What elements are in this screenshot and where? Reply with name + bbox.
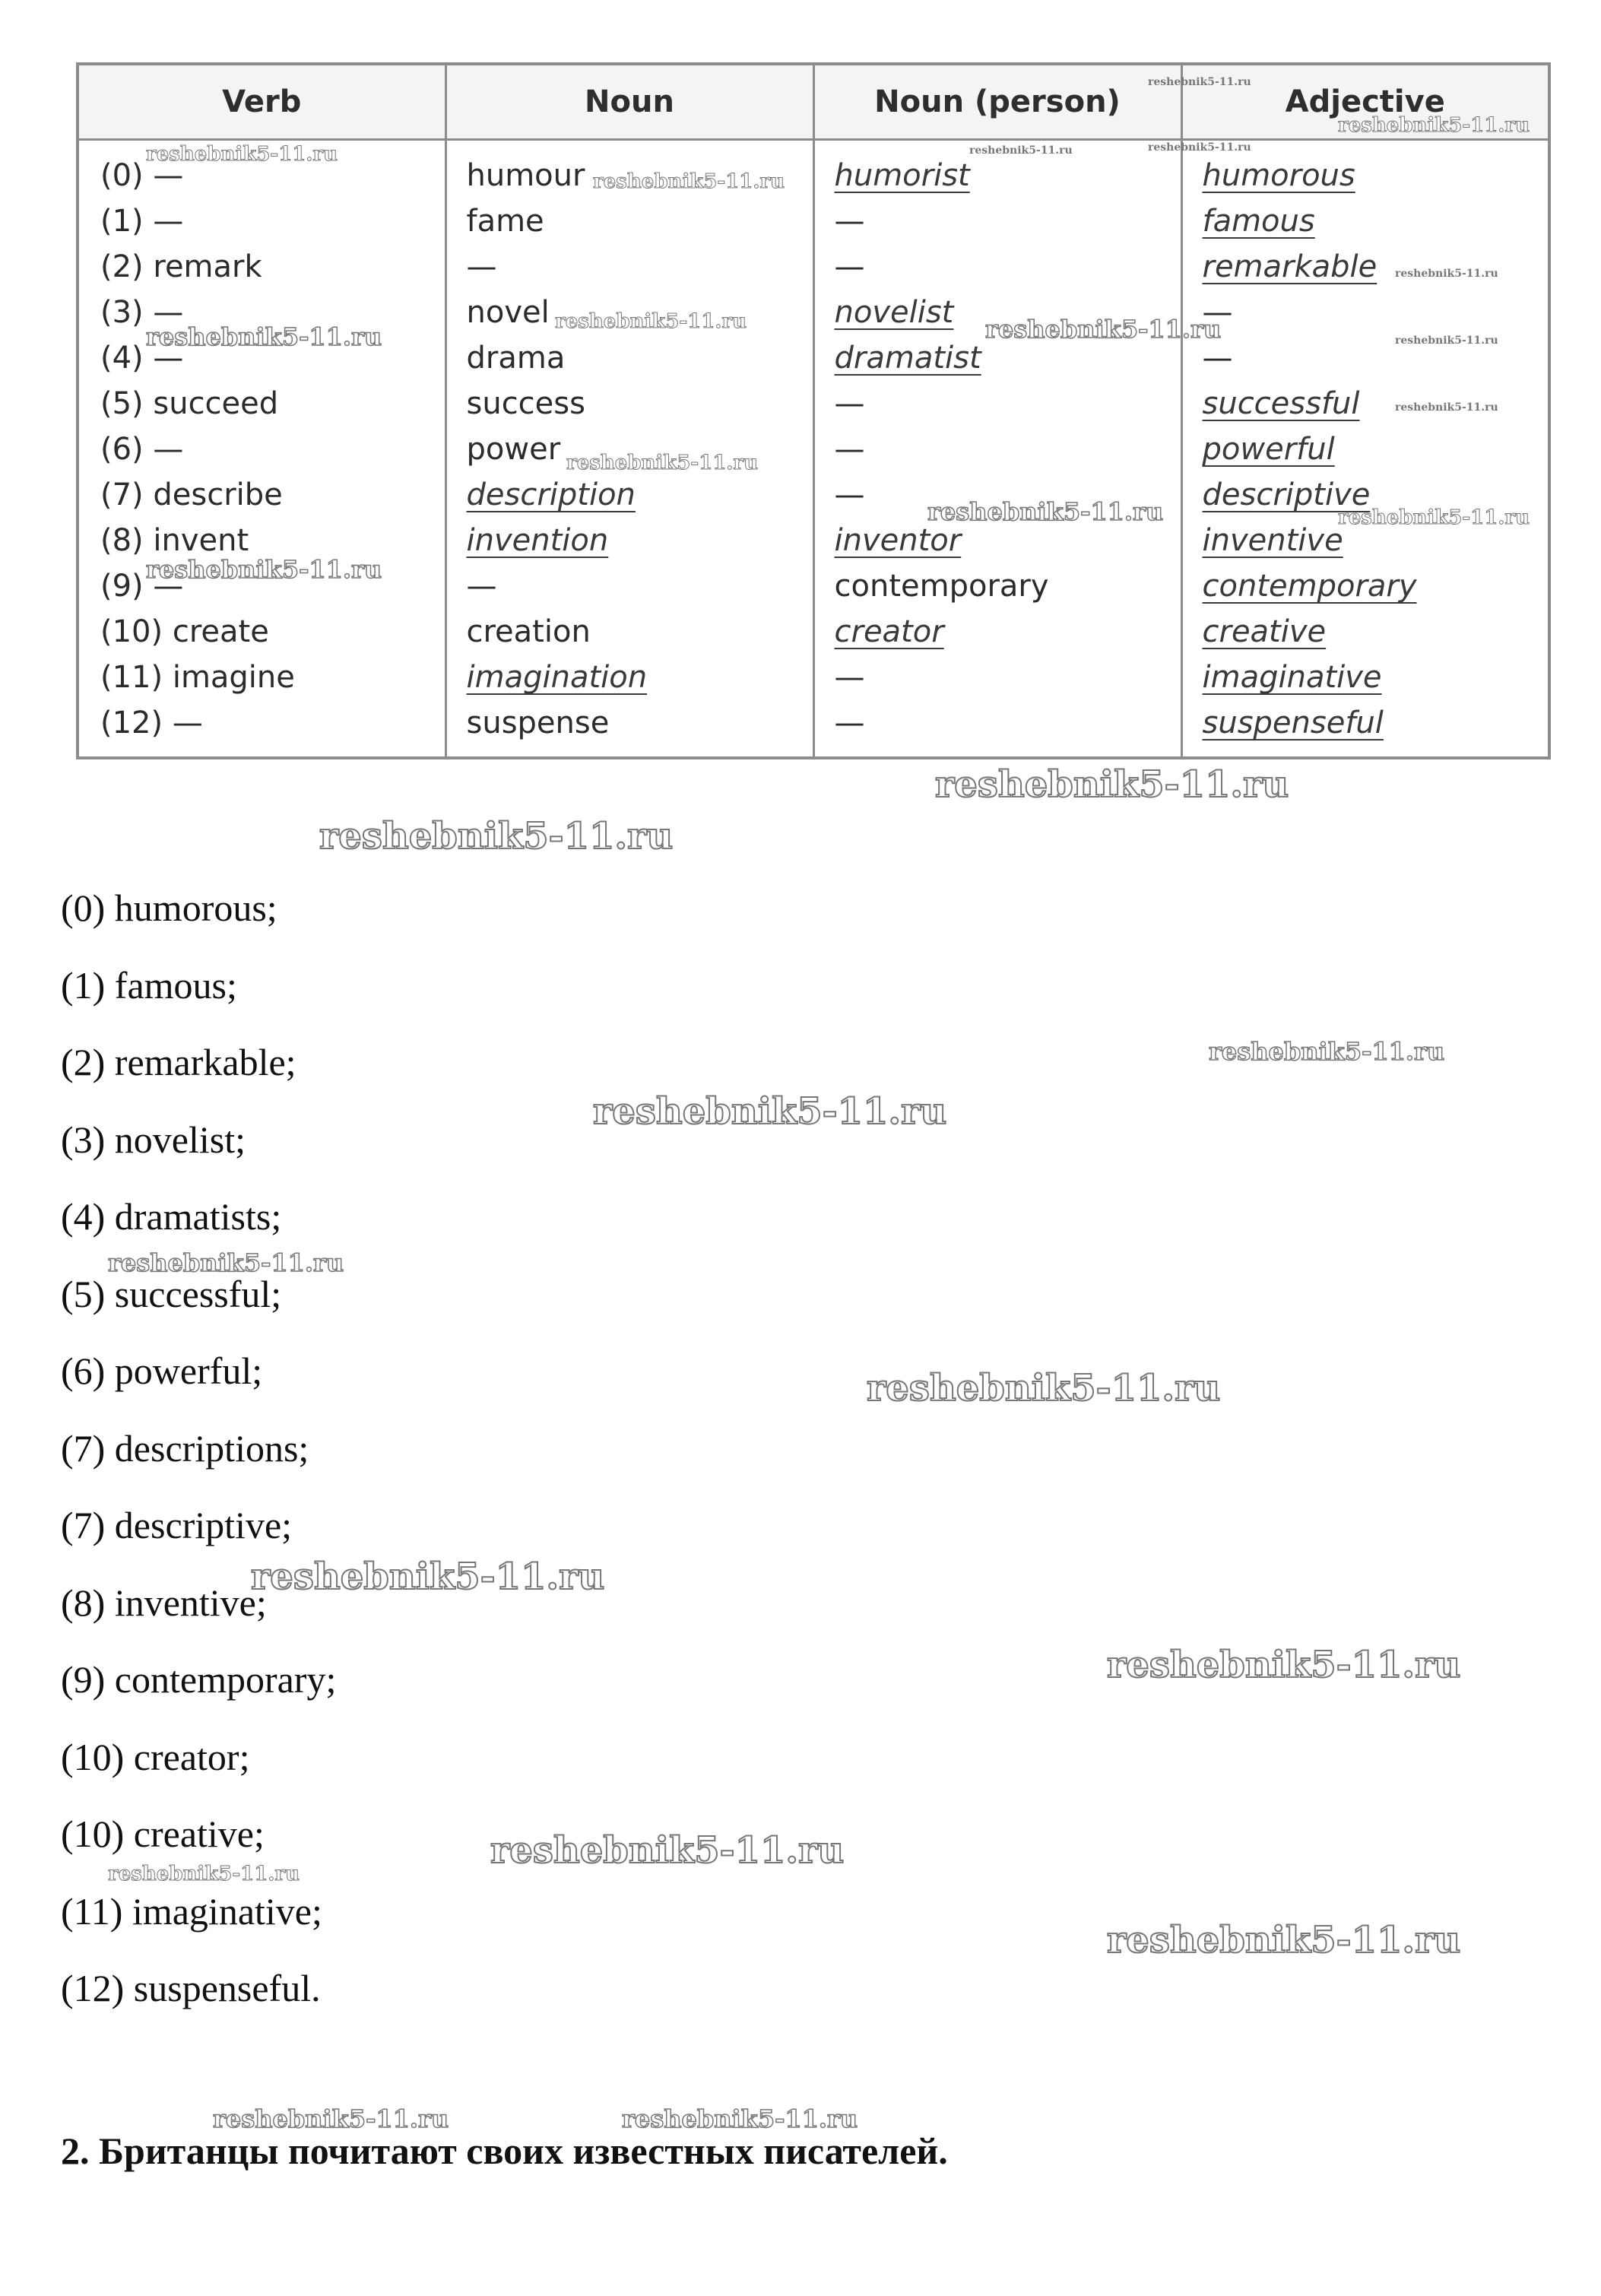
adjective-cell: [1181, 381, 1549, 427]
table-header-row: [78, 64, 1549, 140]
person-cell: [813, 335, 1181, 381]
watermark: reshebnik5-11.ru: [1338, 506, 1530, 529]
answer-item: (10) creator;: [61, 1735, 250, 1778]
noun-cell: suspense: [445, 700, 813, 758]
answer-word: inventor: [834, 523, 962, 558]
verb-cell: (7) describe: [100, 477, 283, 512]
person-cell: [813, 518, 1181, 563]
adjective-cell: [1181, 518, 1549, 563]
table-row: [78, 140, 1549, 199]
noun-cell: —: [445, 244, 813, 290]
answer-item: (6) powerful;: [61, 1349, 263, 1392]
watermark: reshebnik5-11.ru: [1107, 1919, 1461, 1961]
answer-item: (2) remarkable;: [61, 1041, 296, 1083]
watermark: reshebnik5-11.ru: [1338, 114, 1530, 137]
answer-item: (3) novelist;: [61, 1118, 246, 1161]
adjective-cell: [1181, 427, 1549, 472]
table-row: [78, 700, 1549, 758]
adjective-cell: [1181, 198, 1549, 244]
person-cell: [813, 609, 1181, 655]
header-noun-person: Noun (person): [813, 64, 1181, 140]
watermark: reshebnik5-11.ru: [108, 1863, 300, 1885]
noun-cell: [445, 518, 813, 563]
noun-cell: power: [445, 427, 813, 472]
watermark: reshebnik5-11.ru: [969, 144, 1073, 157]
noun-cell: creation: [445, 609, 813, 655]
noun-cell: humour: [445, 140, 813, 199]
verb-cell: (2) remark: [100, 249, 262, 284]
table-row: [78, 472, 1549, 518]
answer-word: humorous: [1202, 158, 1355, 193]
answer-word: remarkable: [1202, 249, 1377, 284]
answer-item: (10) creative;: [61, 1812, 265, 1855]
answer-word: inventive: [1202, 523, 1343, 558]
verb-cell: (1) —: [100, 204, 184, 239]
watermark: reshebnik5-11.ru: [593, 1090, 947, 1133]
watermark: reshebnik5-11.ru: [935, 763, 1289, 806]
adjective-cell: [1181, 472, 1549, 518]
verb-cell: (9) —: [100, 569, 184, 604]
noun-cell: drama: [445, 335, 813, 381]
person-cell: —: [813, 381, 1181, 427]
answer-word: powerful: [1202, 432, 1335, 467]
table-row: [78, 563, 1549, 609]
answer-item: (1) famous;: [61, 963, 237, 1007]
answer-item: (9) contemporary;: [61, 1658, 337, 1701]
answer-word: description: [466, 477, 636, 512]
answer-word: creator: [834, 614, 944, 649]
watermark: reshebnik5-11.ru: [1395, 268, 1498, 280]
adjective-cell: —: [1181, 290, 1549, 335]
answer-item: (8) inventive;: [61, 1581, 267, 1624]
watermark: reshebnik5-11.ru: [146, 555, 382, 584]
watermark: reshebnik5-11.ru: [146, 143, 338, 166]
answer-list: [61, 885, 336, 2043]
verb-cell: (10) create: [100, 614, 269, 649]
verb-cell: (12) —: [100, 706, 203, 740]
header-adjective: Adjective: [1181, 64, 1549, 140]
header-noun: Noun: [445, 64, 813, 140]
table-row: [78, 381, 1549, 427]
watermark: reshebnik5-11.ru: [1209, 1037, 1445, 1066]
answer-word: invention: [466, 523, 609, 558]
table-row: [78, 609, 1549, 655]
table-row: [78, 290, 1549, 335]
header-verb: Verb: [78, 64, 445, 140]
watermark: reshebnik5-11.ru: [1107, 1644, 1461, 1686]
watermark: reshebnik5-11.ru: [566, 452, 759, 474]
noun-cell: novel: [445, 290, 813, 335]
watermark: reshebnik5-11.ru: [622, 2104, 858, 2133]
answer-word: dramatist: [834, 341, 981, 376]
table-row: [78, 655, 1549, 700]
table-row: [78, 427, 1549, 472]
table-row: [78, 198, 1549, 244]
answer-item: (5) successful;: [61, 1272, 282, 1315]
watermark: reshebnik5-11.ru: [1148, 141, 1251, 154]
watermark: reshebnik5-11.ru: [146, 322, 382, 351]
watermark: reshebnik5-11.ru: [985, 315, 1222, 344]
answer-word: descriptive: [1202, 477, 1371, 512]
answer-item: (11) imaginative;: [61, 1889, 322, 1933]
watermark: reshebnik5-11.ru: [867, 1367, 1221, 1410]
person-cell: —: [813, 700, 1181, 758]
verb-cell: (4) —: [100, 341, 184, 376]
answer-item: (0) humorous;: [61, 886, 277, 929]
word-formation-table: [76, 62, 1551, 760]
person-cell: [813, 290, 1181, 335]
verb-cell: (0) —: [100, 158, 184, 193]
answer-word: creative: [1202, 614, 1327, 649]
watermark: reshebnik5-11.ru: [927, 497, 1164, 526]
watermark: reshebnik5-11.ru: [1395, 335, 1498, 347]
answer-word: humorist: [834, 158, 970, 193]
answer-word: successful: [1202, 386, 1360, 421]
adjective-cell: —: [1181, 335, 1549, 381]
answer-word: imagination: [466, 660, 648, 695]
answer-word: novelist: [834, 295, 954, 330]
table-row: [78, 244, 1549, 290]
person-cell: —: [813, 655, 1181, 700]
watermark: reshebnik5-11.ru: [490, 1829, 845, 1872]
adjective-cell: [1181, 609, 1549, 655]
adjective-cell: [1181, 655, 1549, 700]
adjective-cell: [1181, 563, 1549, 609]
answer-item: (12) suspenseful.: [61, 1967, 321, 2009]
noun-cell: fame: [445, 198, 813, 244]
verb-cell: (8) invent: [100, 523, 249, 558]
watermark: reshebnik5-11.ru: [213, 2104, 449, 2133]
person-cell: —: [813, 198, 1181, 244]
watermark: reshebnik5-11.ru: [108, 1248, 344, 1277]
watermark: reshebnik5-11.ru: [319, 815, 674, 858]
adjective-cell: [1181, 244, 1549, 290]
watermark: reshebnik5-11.ru: [1148, 76, 1251, 88]
noun-cell: —: [445, 563, 813, 609]
person-cell: —: [813, 472, 1181, 518]
table-row: [78, 518, 1549, 563]
answer-word: imaginative: [1202, 660, 1382, 695]
answer-item: (7) descriptions;: [61, 1426, 309, 1470]
noun-cell: [445, 655, 813, 700]
table-row: [78, 335, 1549, 381]
noun-cell: [445, 472, 813, 518]
answer-word: suspenseful: [1202, 706, 1384, 740]
section-heading: 2. Британцы почитают своих известных писателей.: [61, 2130, 948, 2172]
verb-cell: (3) —: [100, 295, 184, 330]
verb-cell: (5) succeed: [100, 386, 279, 421]
watermark: reshebnik5-11.ru: [555, 310, 747, 333]
noun-cell: success: [445, 381, 813, 427]
watermark: reshebnik5-11.ru: [251, 1556, 605, 1598]
person-cell: —: [813, 427, 1181, 472]
adjective-cell: [1181, 140, 1549, 199]
adjective-cell: [1181, 700, 1549, 758]
answer-word: famous: [1202, 204, 1315, 239]
answer-item: (4) dramatists;: [61, 1195, 282, 1238]
verb-cell: (6) —: [100, 432, 184, 467]
person-cell: [813, 140, 1181, 199]
answer-item: (7) descriptive;: [61, 1504, 293, 1546]
person-cell: —: [813, 244, 1181, 290]
watermark: reshebnik5-11.ru: [593, 170, 785, 193]
watermark: reshebnik5-11.ru: [1395, 401, 1498, 414]
verb-cell: (11) imagine: [100, 660, 295, 695]
person-cell: contemporary: [813, 563, 1181, 609]
answer-word: contemporary: [1202, 569, 1417, 604]
